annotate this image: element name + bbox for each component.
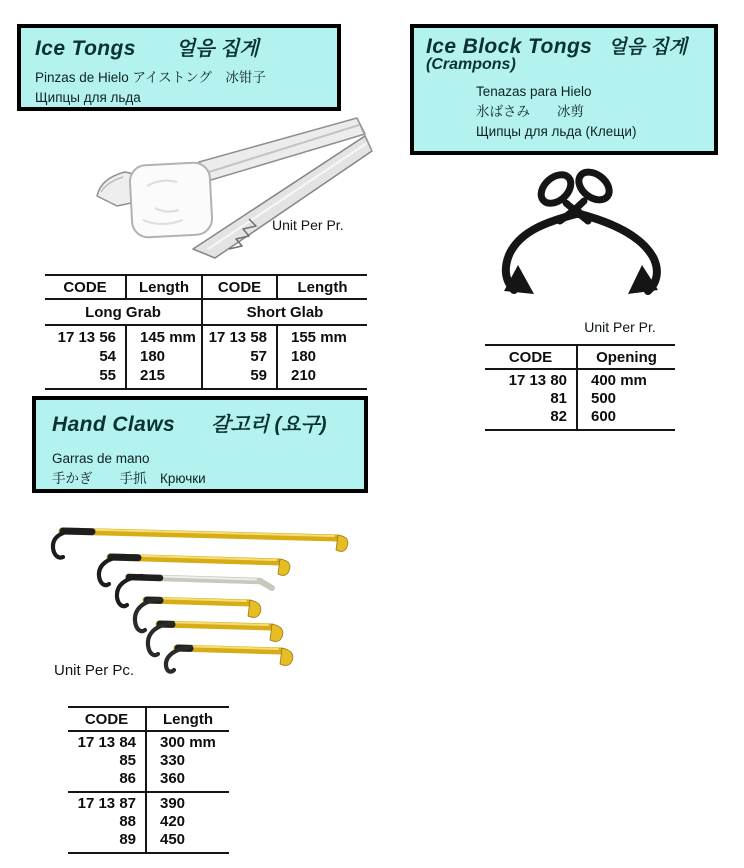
code-cell: 17 13 87 xyxy=(77,795,136,812)
ice-block-tongs-subtitle-3: Щипцы для льда (Клещи) xyxy=(476,124,637,139)
code-column-short-glab xyxy=(203,326,278,388)
hand-claws-title-korean: 갈고리 (요구) xyxy=(211,414,327,436)
column-header-length: Length xyxy=(147,708,229,732)
column-header-length-left: Length xyxy=(127,276,203,300)
ice-tongs-product-image xyxy=(25,116,375,264)
ice-block-tongs-title-korean: 얼음 집게 xyxy=(608,37,687,58)
code-cell: 89 xyxy=(119,831,136,848)
crampons-subtitle: (Crampons) xyxy=(426,56,516,73)
ice-block-tongs-subtitle-2: 氷ばさみ 冰剪 xyxy=(476,104,584,119)
ice-block-tongs-size-table xyxy=(485,344,675,431)
code-column-long-grab xyxy=(45,326,127,388)
column-header-code-left: CODE xyxy=(45,276,127,300)
code-column-group-2 xyxy=(68,793,147,852)
ice-block-tongs-title-row xyxy=(426,32,702,59)
ice-block-tongs-unit-label: Unit Per Pr. xyxy=(584,319,656,335)
hand-claws-subtitle-2: 手かぎ 手抓 Крючки xyxy=(52,471,206,486)
opening-cell: 600 xyxy=(591,408,617,425)
opening-cell: 400 mm xyxy=(591,372,647,389)
hand-claws-title-row xyxy=(52,408,348,437)
length-cell: 210 xyxy=(291,367,317,384)
hand-claws-product-image xyxy=(32,500,364,675)
code-cell: 17 13 58 xyxy=(208,329,267,346)
code-cell: 54 xyxy=(99,348,116,365)
ice-tongs-title: Ice Tongs xyxy=(35,37,136,60)
ice-tongs-subtitle-1: Pinzas de Hielo アイストング 冰钳子 xyxy=(35,70,266,85)
ice-block-tongs-title: Ice Block Tongs xyxy=(426,35,593,58)
length-cell: 145 mm xyxy=(140,329,196,346)
column-header-code: CODE xyxy=(485,346,578,370)
group-header-short-glab: Short Glab xyxy=(203,300,367,326)
ice-tongs-unit-label: Unit Per Pr. xyxy=(272,217,344,233)
code-cell: 55 xyxy=(99,367,116,384)
length-cell: 390 xyxy=(160,795,186,812)
code-cell: 81 xyxy=(550,390,567,407)
opening-cell: 500 xyxy=(591,390,617,407)
length-cell: 180 xyxy=(140,348,166,365)
ice-tongs-size-table xyxy=(45,274,367,390)
code-cell: 86 xyxy=(119,770,136,787)
code-cell: 57 xyxy=(250,348,267,365)
code-cell: 59 xyxy=(250,367,267,384)
length-cell: 450 xyxy=(160,831,186,848)
length-cell: 420 xyxy=(160,813,186,830)
column-header-length-right: Length xyxy=(278,276,367,300)
ice-tongs-header-panel xyxy=(17,24,341,111)
length-column-group-1 xyxy=(147,732,229,793)
code-cell: 82 xyxy=(550,408,567,425)
code-column xyxy=(485,370,578,429)
code-cell: 17 13 80 xyxy=(508,372,567,389)
length-cell: 330 xyxy=(160,752,186,769)
hand-claws-size-table xyxy=(68,706,229,854)
hand-claws-unit-label: Unit Per Pc. xyxy=(54,662,135,679)
hand-claws-title: Hand Claws xyxy=(52,413,176,436)
ice-tongs-title-korean: 얼음 집게 xyxy=(175,38,259,60)
length-column-group-2 xyxy=(147,793,229,852)
column-header-code: CODE xyxy=(68,708,147,732)
length-cell: 155 mm xyxy=(291,329,347,346)
ice-tongs-subtitle-2: Щипцы для льда xyxy=(35,90,141,105)
code-column-group-1 xyxy=(68,732,147,793)
code-cell: 88 xyxy=(119,813,136,830)
ice-block-tongs-product-image xyxy=(482,160,688,312)
column-header-code-right: CODE xyxy=(203,276,278,300)
opening-column xyxy=(578,370,675,429)
code-cell: 17 13 84 xyxy=(77,734,136,751)
length-column-short-glab xyxy=(278,326,367,388)
length-cell: 180 xyxy=(291,348,317,365)
length-cell: 215 xyxy=(140,367,166,384)
hand-claws-header-panel xyxy=(32,396,368,493)
length-column-long-grab xyxy=(127,326,203,388)
ice-block-tongs-header-panel xyxy=(410,24,718,155)
group-header-long-grab: Long Grab xyxy=(45,300,203,326)
hand-claws-subtitle-1: Garras de mano xyxy=(52,451,150,466)
ice-block-tongs-translations xyxy=(476,82,702,142)
code-cell: 17 13 56 xyxy=(57,329,116,346)
ice-block-tongs-subtitle-1: Tenazas para Hielo xyxy=(476,84,592,99)
column-header-opening: Opening xyxy=(578,346,675,370)
code-cell: 85 xyxy=(119,752,136,769)
length-cell: 360 xyxy=(160,770,186,787)
length-cell: 300 mm xyxy=(160,734,216,751)
ice-tongs-title-row xyxy=(35,32,323,61)
